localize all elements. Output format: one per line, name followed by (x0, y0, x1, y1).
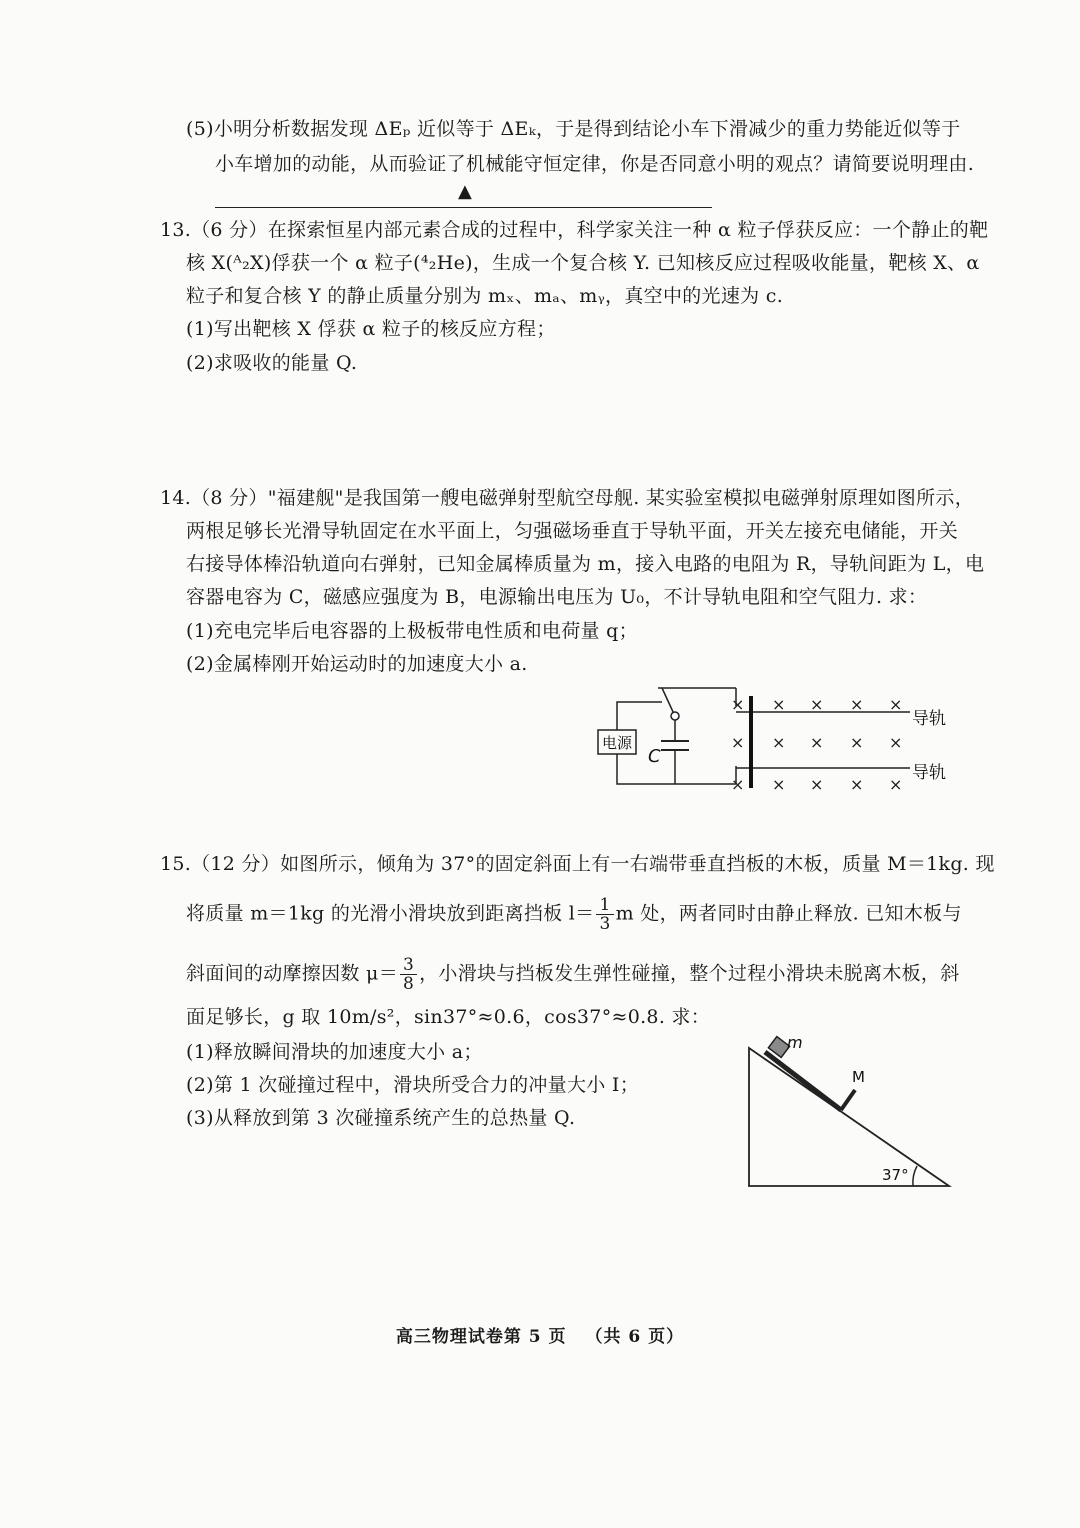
footer-total-pages: （共 6 页） (585, 1327, 685, 1347)
switch-blade[interactable] (662, 688, 674, 714)
field-cross: × (850, 695, 864, 714)
capacitor-label: C (648, 746, 661, 767)
field-cross: × (889, 733, 903, 752)
block-label: m (787, 1033, 803, 1052)
q14-sub2: (2)金属棒刚开始运动时的加速度大小 a. (186, 653, 528, 675)
field-cross: × (889, 775, 903, 794)
field-cross: × (850, 733, 864, 752)
top-rail-label: 导轨 (912, 709, 946, 729)
field-cross: × (772, 695, 786, 714)
q14-line1: 14.（8 分）"福建舰"是我国第一艘电磁弹射型航空母舰. 某实验室模拟电磁弹射原理如图所示， (160, 487, 975, 509)
q15-line2-text-b: m 处，两者同时由静止释放. 已知木板与 (615, 902, 962, 925)
field-cross: × (731, 695, 745, 714)
q14-line2: 两根足够长光滑导轨固定在水平面上，匀强磁场垂直于导轨平面，开关左接充电储能，开关 (186, 520, 959, 542)
board-label: M (852, 1068, 865, 1086)
fraction-mu (400, 956, 417, 993)
q15-line1: 15.（12 分）如图所示，倾角为 37°的固定斜面上有一右端带垂直挡板的木板，质量 M＝1kg. 现 (160, 853, 995, 875)
answer-triangle-mark: ▲ (458, 181, 472, 202)
q15-sub3: (3)从释放到第 3 次碰撞系统产生的总热量 Q. (186, 1107, 576, 1129)
wire-source-top (617, 702, 662, 730)
magnetic-field-symbols (731, 695, 902, 794)
angle-label: 37° (882, 1166, 909, 1184)
q13-line2: 核 X(ᴬ₂X)俘获一个 α 粒子(⁴₂He)，生成一个复合核 Y. 已知核反应过程吸收能量，靶核 X、α (186, 252, 980, 274)
q15-line4: 面足够长，g 取 10m/s²，sin37°≈0.6，cos37°≈0.8. 求： (186, 1006, 711, 1028)
board-end-stop (841, 1090, 855, 1110)
incline-diagram (735, 1030, 960, 1200)
q15-sub1: (1)释放瞬间滑块的加速度大小 a； (186, 1041, 483, 1063)
q12-5-line1: (5)小明分析数据发现 ΔEₚ 近似等于 ΔEₖ，于是得到结论小车下滑减少的重力势能近似等于 (186, 118, 961, 140)
q12-5-line2: 小车增加的动能，从而验证了机械能守恒定律，你是否同意小明的观点？请简要说明理由. (215, 153, 975, 175)
power-source-label: 电源 (601, 734, 633, 752)
q13-sub2: (2)求吸收的能量 Q. (186, 352, 358, 374)
answer-underline (215, 207, 712, 208)
wooden-board (765, 1052, 841, 1110)
page-footer (0, 1322, 1080, 1347)
field-cross: × (772, 775, 786, 794)
q15-line3 (186, 956, 960, 993)
field-cross: × (810, 733, 824, 752)
switch-pivot (671, 712, 679, 720)
field-cross: × (772, 733, 786, 752)
q15-line3-text-a: 斜面间的动摩擦因数 μ＝ (186, 962, 398, 985)
em-launch-circuit-diagram (588, 684, 960, 800)
field-cross: × (731, 775, 745, 794)
q15-line2 (186, 896, 962, 933)
field-cross: × (889, 695, 903, 714)
q14-line4: 容器电容为 C，磁感应强度为 B，电源输出电压为 U₀，不计导轨电阻和空气阻力. 求： (186, 586, 928, 608)
footer-page-number: 高三物理试卷第 5 页 (395, 1327, 567, 1347)
q14-line3: 右接导体棒沿轨道向右弹射，已知金属棒质量为 m，接入电路的电阻为 R，导轨间距为 L，电 (186, 553, 985, 575)
q15-line3-text-b: ，小滑块与挡板发生弹性碰撞，整个过程小滑块未脱离木板，斜 (419, 962, 960, 985)
bottom-rail-label: 导轨 (912, 763, 946, 783)
fraction-l (596, 896, 613, 933)
field-cross: × (810, 695, 824, 714)
q13-line3: 粒子和复合核 Y 的静止质量分别为 mₓ、mₐ、mᵧ，真空中的光速为 c. (186, 285, 784, 307)
field-cross: × (850, 775, 864, 794)
fraction-l-denominator: 3 (599, 914, 611, 934)
angle-arc (913, 1166, 917, 1186)
fraction-l-numerator: 1 (596, 896, 613, 915)
q13-line1: 13.（6 分）在探索恒星内部元素合成的过程中，科学家关注一种 α 粒子俘获反应：一个静止的靶 (160, 219, 989, 241)
wire-source-bottom (617, 754, 720, 784)
q14-sub1: (1)充电完毕后电容器的上极板带电性质和电荷量 q； (186, 620, 638, 642)
fraction-mu-denominator: 8 (403, 974, 415, 994)
fraction-mu-numerator: 3 (400, 956, 417, 975)
field-cross: × (810, 775, 824, 794)
q15-line2-text-a: 将质量 m＝1kg 的光滑小滑块放到距离挡板 l＝ (186, 902, 595, 925)
field-cross: × (731, 733, 745, 752)
q15-sub2: (2)第 1 次碰撞过程中，滑块所受合力的冲量大小 I； (186, 1074, 640, 1096)
incline-triangle (749, 1048, 949, 1186)
q13-sub1: (1)写出靶核 X 俘获 α 粒子的核反应方程； (186, 318, 556, 340)
